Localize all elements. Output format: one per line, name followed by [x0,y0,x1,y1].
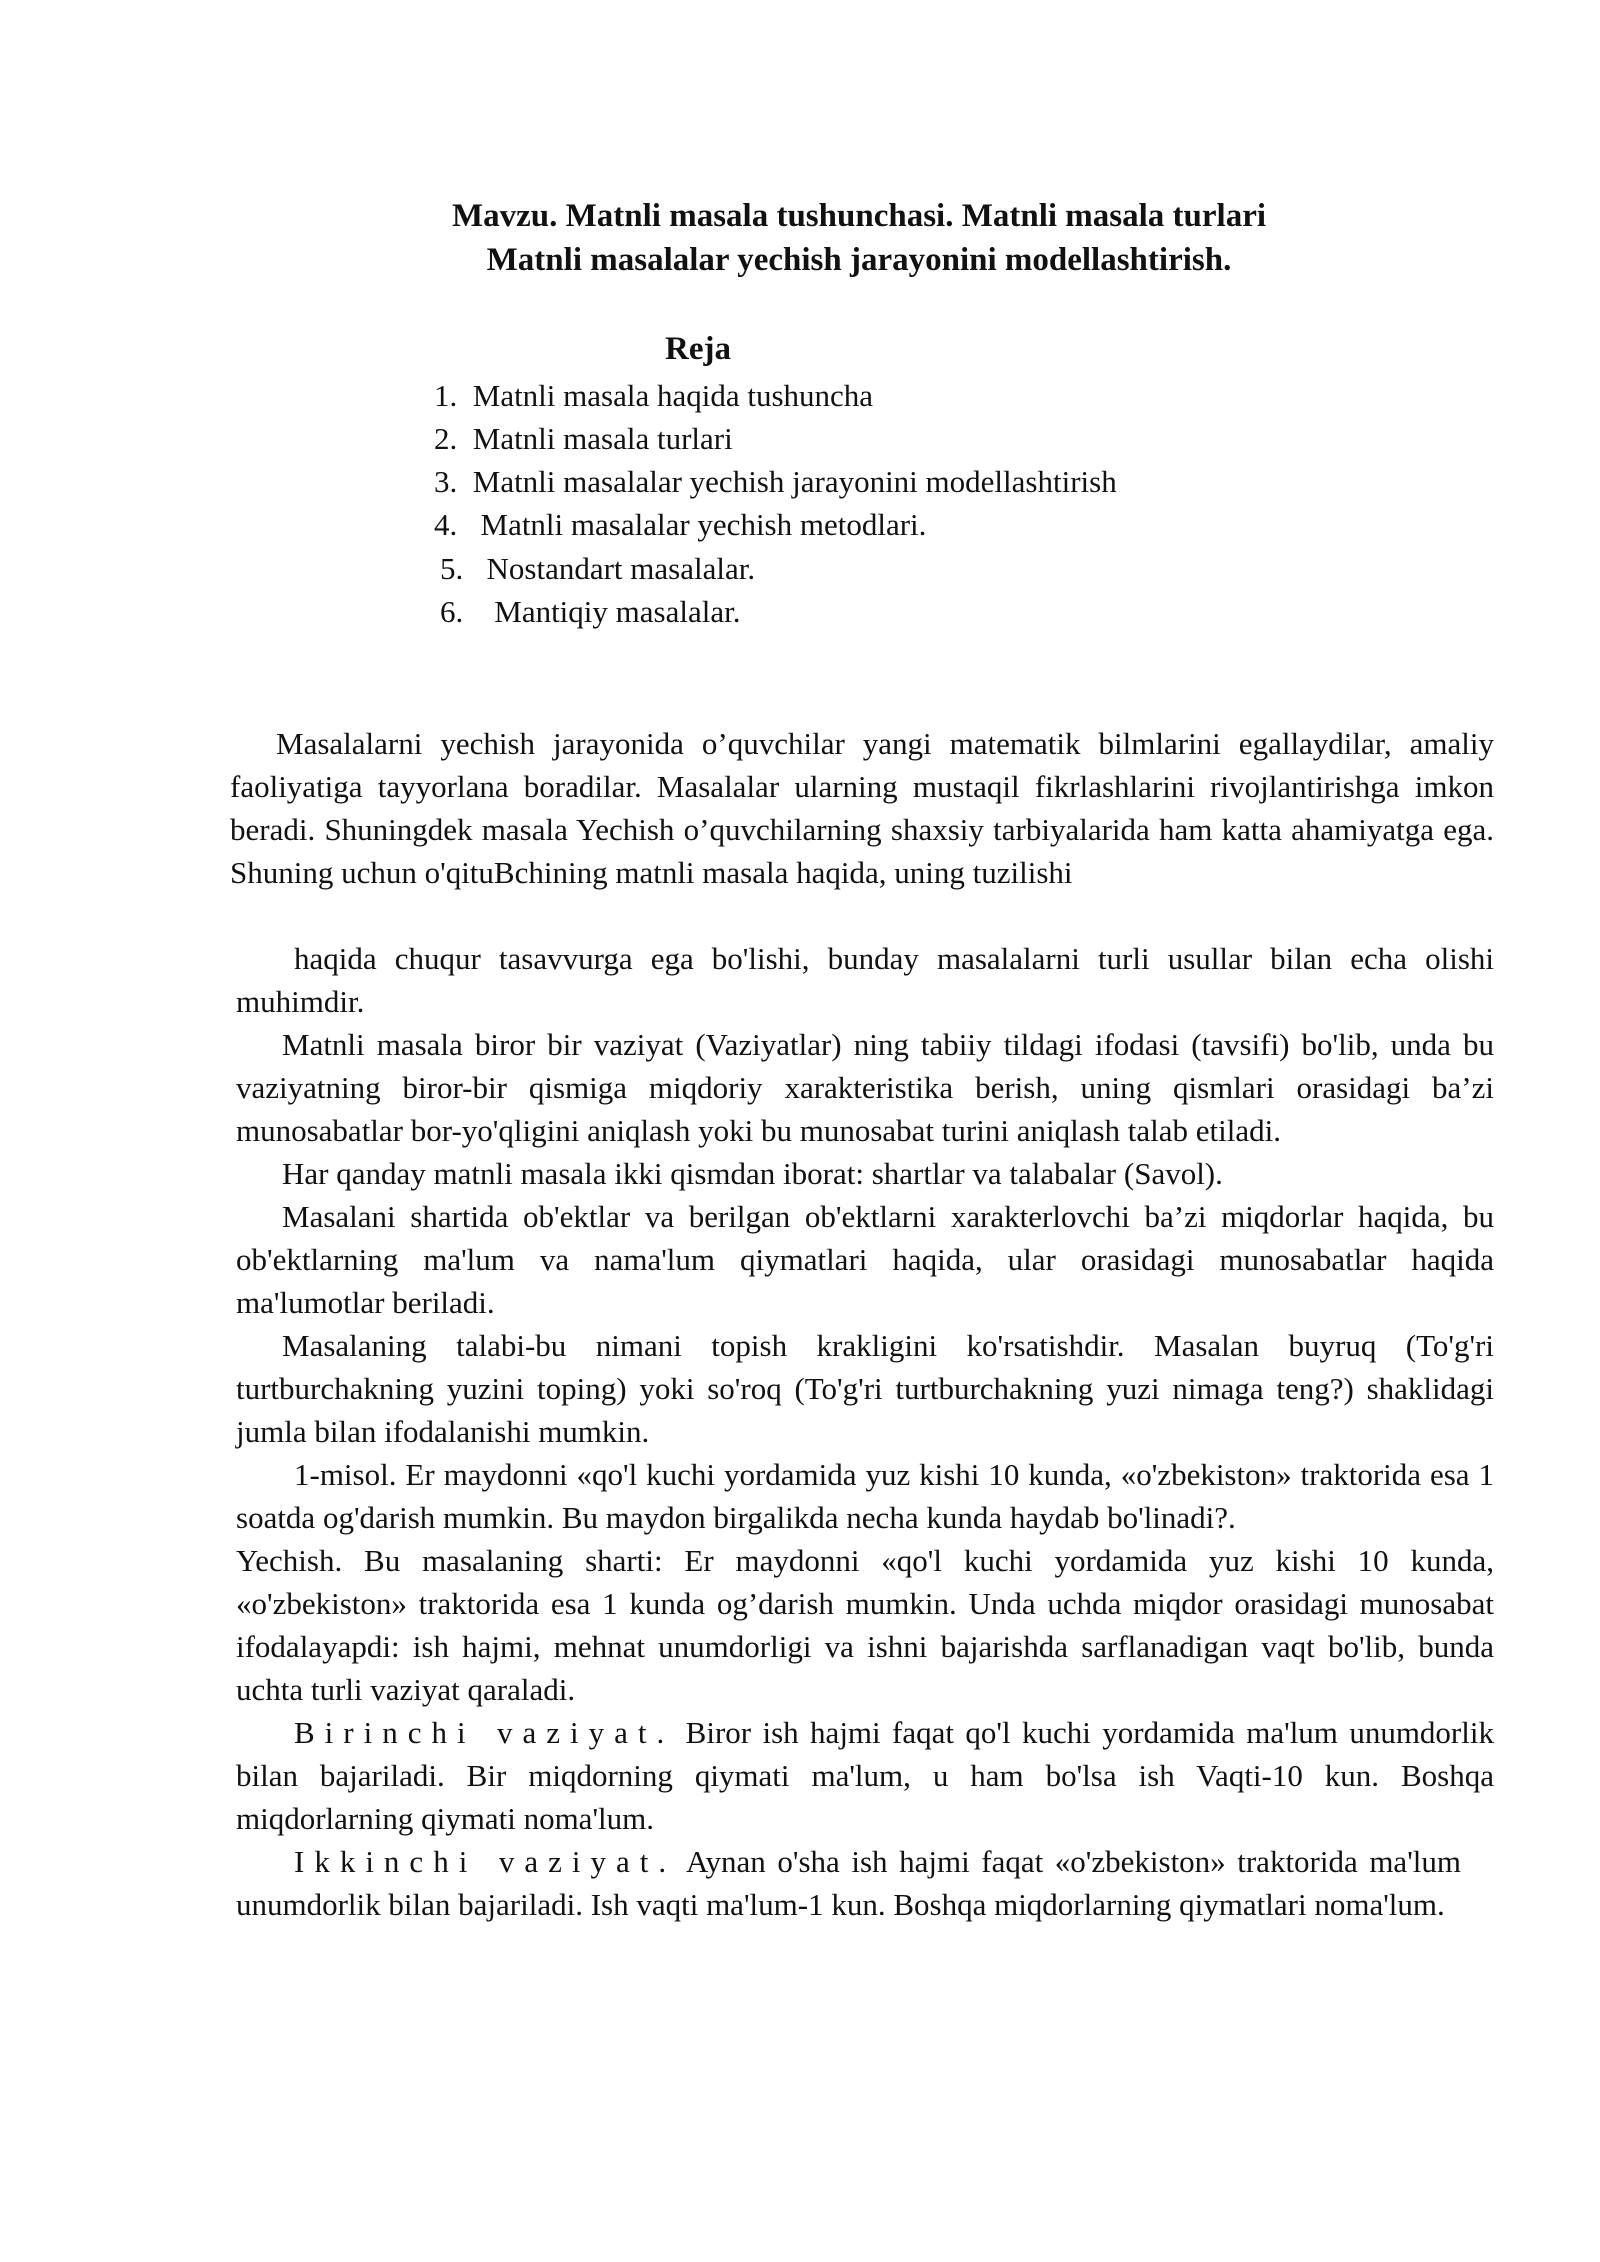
plan-item-number: 6. [440,594,464,629]
plan-item [440,551,755,587]
paragraph: 1-misol. Er maydonni «qo'l kuchi yordamida yuz kishi 10 kunda, «o'zbekiston» traktorida esa 1 soatda og'darish mumkin. Bu maydon birgalikda necha kunda haydab bo'linadi?. [236,1457,1494,1535]
plan-item [434,378,873,414]
plan-item [434,421,733,457]
plan-item [440,594,740,630]
situation-label: Ikkinchi vaziyat. [294,1844,677,1879]
paragraph: Matnli masala biror bir vaziyat (Vaziyatlar) ning tabiiy tildagi ifodasi (tavsifi) bo'lib, unda bu vaziyatning biror-bir qismiga miqdoriy xarakteristika berish, uning qismlari orasidagi ba’zi munosabatlar bor-yo'qligini aniqlash yoki bu munosabat turini aniqlash talab etiladi. [236,1027,1494,1148]
paragraph [236,1711,1494,1840]
plan-item-text: Matnli masalalar yechish metodlari. [480,507,927,542]
page-subtitle: Matnli masalalar yechish jarayonini modellashtirish. [486,242,1232,278]
body-block-2 [236,937,1494,1926]
situation-text: Aynan o'sha ish hajmi faqat «o'zbekiston» traktorida ma'lum unumdorlik bilan bajariladi. Ish vaqti ma'lum-1 kun. Boshqa miqdorlarning qiymatlari noma'lum. [236,1844,1462,1922]
plan-item-text: Matnli masala haqida tushuncha [472,378,874,413]
plan-item-text: Nostandart masalalar. [486,551,756,586]
plan-item [434,507,926,543]
situation-text: Biror ish hajmi faqat qo'l kuchi yordamida ma'lum unumdorlik bilan bajariladi. Bir miqdorning qiymati ma'lum, u ham bo'lsa ish Vaqti-10 kun. Boshqa miqdorlarning qiymati noma'lum. [236,1715,1494,1836]
page-title: Mavzu. Matnli masala tushunchasi. Matnli masala turlari [451,198,1267,234]
paragraph: haqida chuqur tasavvurga ega bo'lishi, bunday masalalarni turli usullar bilan echa olishi muhimdir. [236,941,1494,1019]
paragraph [236,1840,1461,1926]
plan-item-text: Mantiqiy masalalar. [494,594,741,629]
situation-label: Birinchi vaziyat. [294,1715,675,1750]
plan-item-text: Matnli masalalar yechish jarayonini modellashtirish [472,464,1117,499]
plan-item-number: 3. [434,464,458,499]
plan-item-number: 1. [434,378,458,413]
paragraph: Masalalarni yechish jarayonida o’quvchilar yangi matematik bilmlarini egallaydilar, amaliy faoliyatiga tayyorlana boradilar. Masalalar ularning mustaqil fikrlashlarini rivojlantirishga imkon beradi. Shuningdek masala Yechish o’quvchilarning shaxsiy tarbiyalarida ham katta ahamiyatga ega. Shuning uchun o'qituBchining matnli masala haqida, uning tuzilishi [230,726,1494,890]
paragraph: Masalani shartida ob'ektlar va berilgan ob'ektlarni xarakterlovchi ba’zi miqdorlar haqida, bu ob'ektlarning ma'lum va nama'lum qiymatlari haqida, ular orasidagi munosabatlar haqida ma'lumotlar beriladi. [236,1199,1494,1320]
plan-item [434,464,1117,500]
paragraph: Har qanday matnli masala ikki qismdan iborat: shartlar va talabalar (Savol). [282,1156,1223,1191]
plan-item-number: 5. [440,551,464,586]
paragraph: Masalaning talabi-bu nimani topish krakligini ko'rsatishdir. Masalan buyruq (To'g'ri turtburchakning yuzini toping) yoki so'roq (To'g'ri turtburchakning yuzi nimaga teng?) shaklidagi jumla bilan ifodalanishi mumkin. [236,1328,1494,1449]
plan-item-number: 2. [434,421,458,456]
plan-heading: Reja [665,331,731,367]
paragraph: Yechish. Bu masalaning sharti: Er maydonni «qo'l kuchi yordamida yuz kishi 10 kunda, «o'zbekiston» traktorida esa 1 kunda og’darish mumkin. Unda uchda miqdor orasidagi munosabat ifodalayapdi: ish hajmi, mehnat unumdorligi va ishni bajarishda sarflanadigan vaqt bo'lib, bunda uchta turli vaziyat qaraladi. [236,1543,1494,1707]
body-block-1 [230,722,1494,894]
plan-item-text: Matnli masala turlari [472,421,733,456]
plan-item-number: 4. [434,507,458,542]
